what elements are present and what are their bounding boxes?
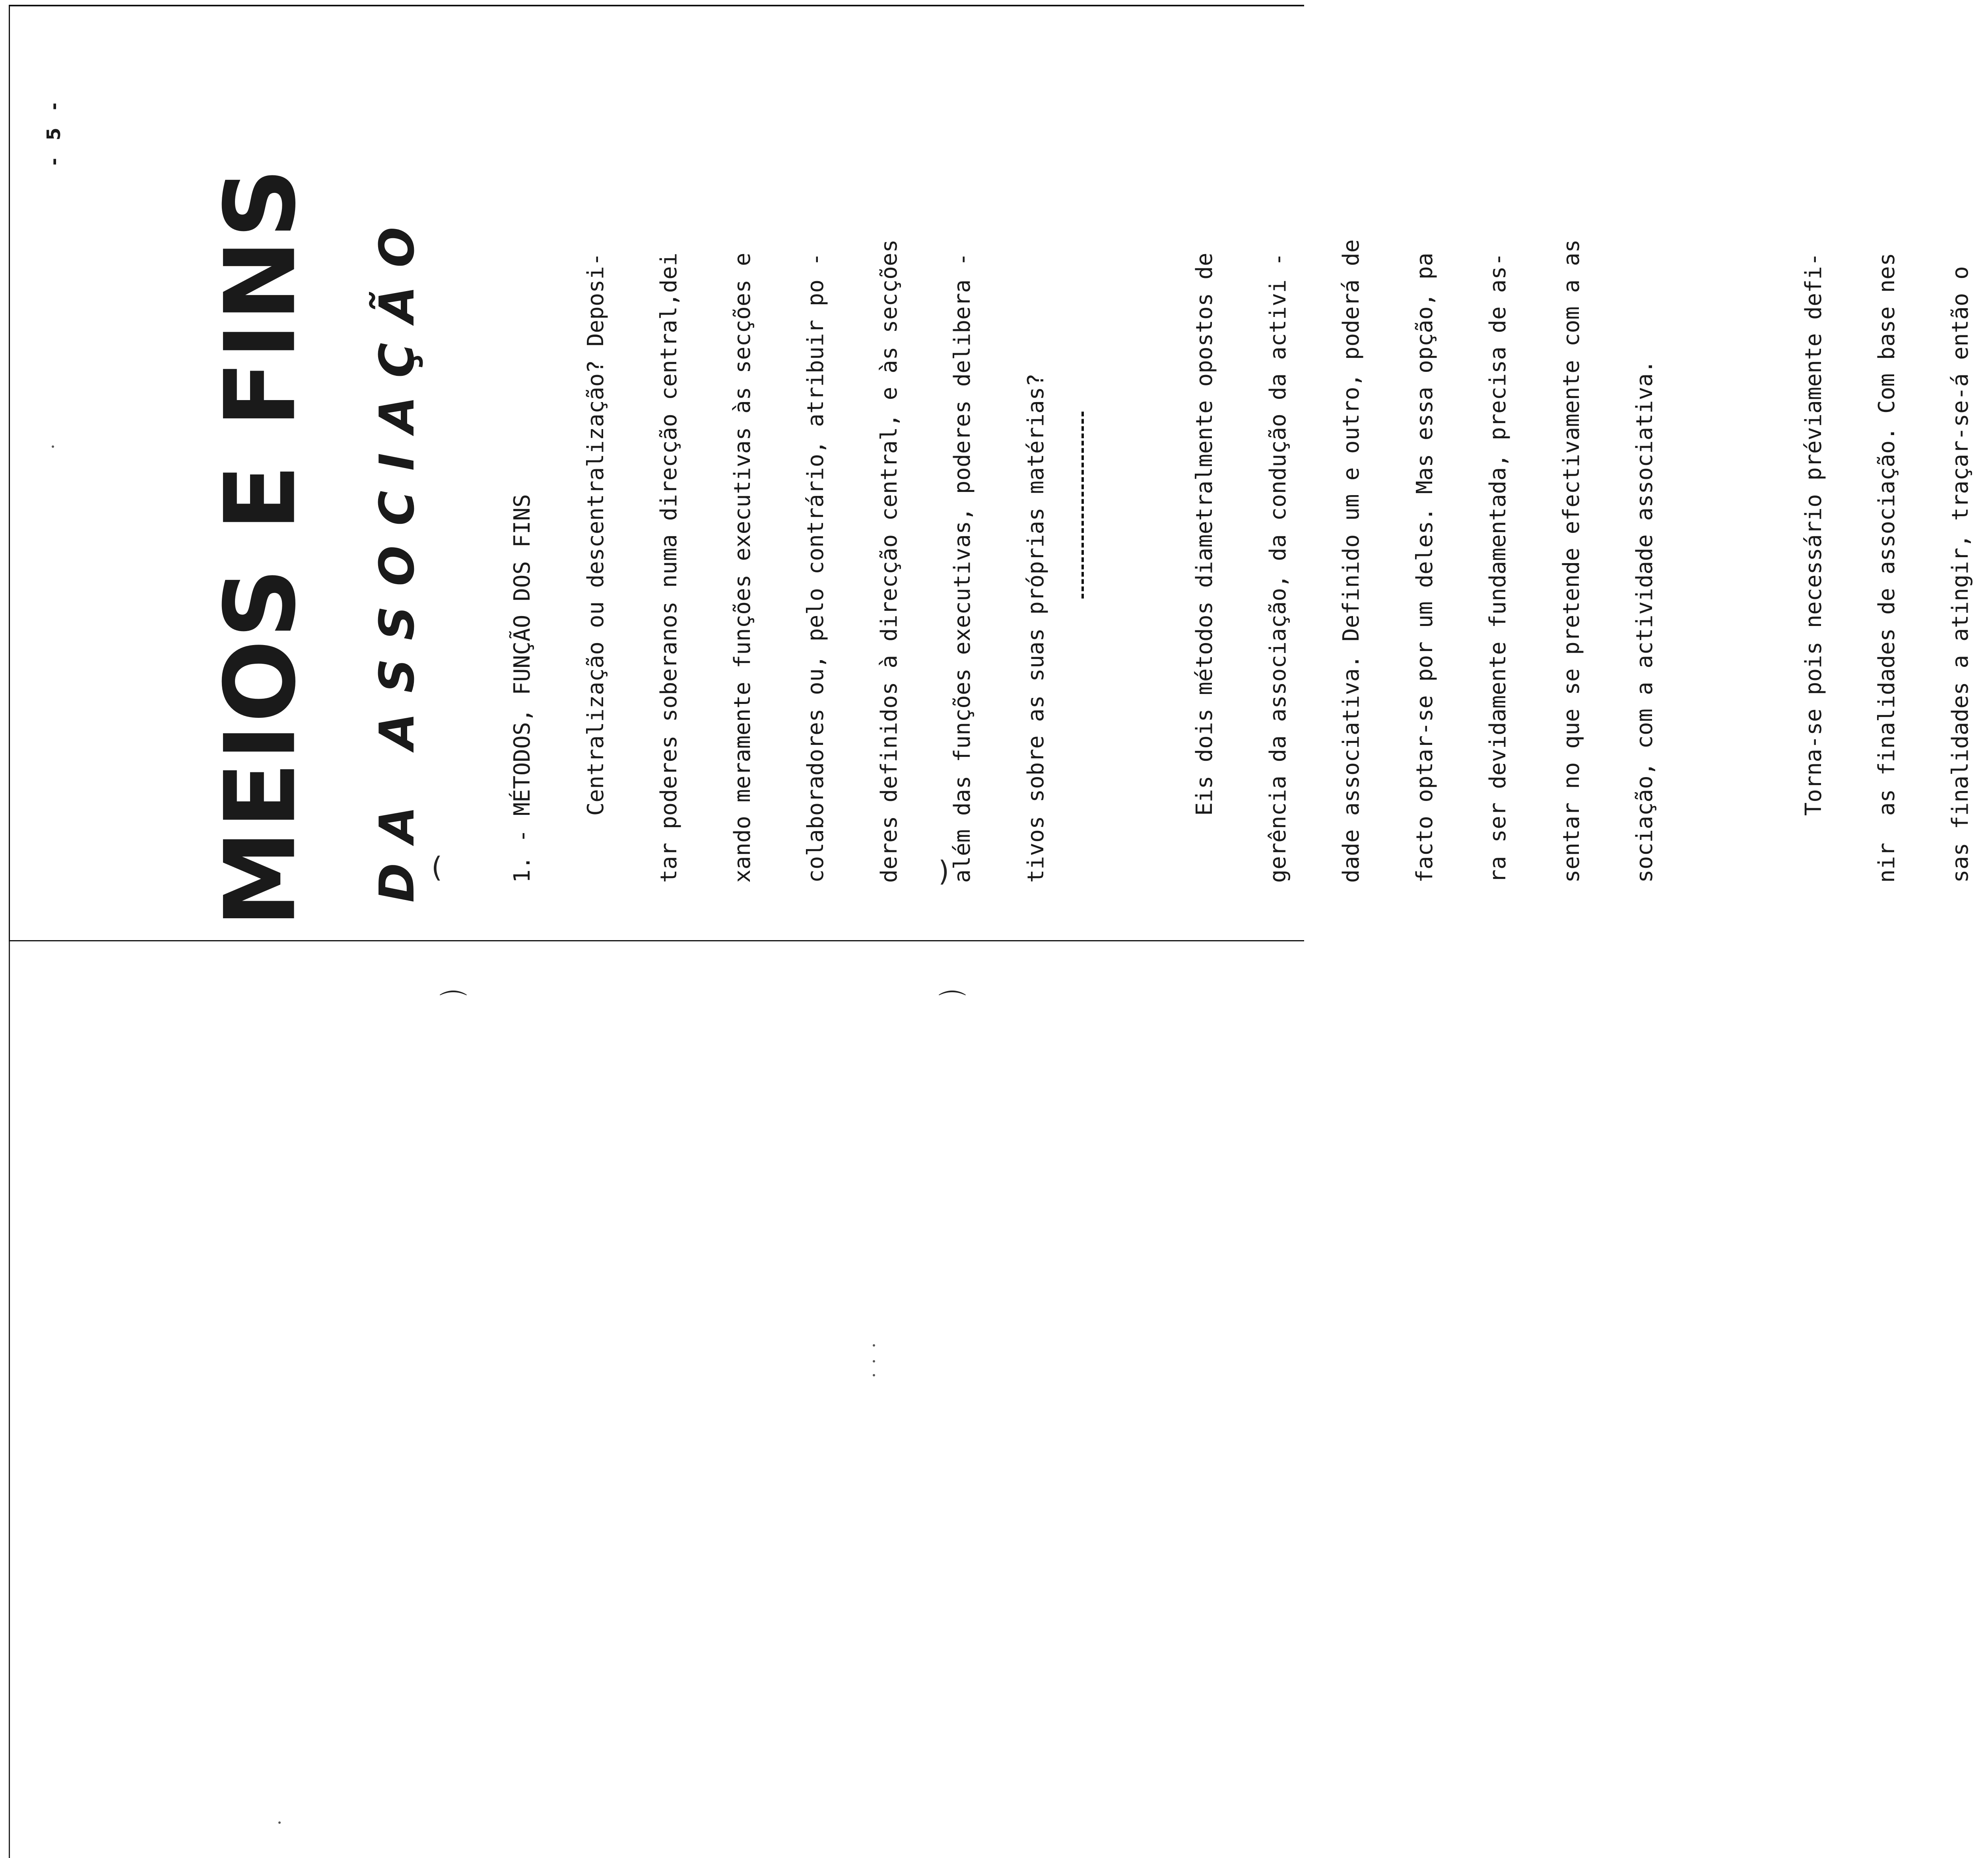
section-heading: 1. - MÉTODOS, FUNÇÃO DOS FINS — [509, 494, 535, 883]
speck — [873, 1360, 875, 1362]
paragraph-gap — [1097, 103, 1143, 883]
paragraph-1-line: colaboradores ou, pelo contrário, atribuir po - — [803, 253, 829, 883]
page-number: - 5 - — [43, 97, 64, 166]
separator-rule — [1081, 412, 1084, 599]
paragraph-1-line: Centralização ou descentralização? Deposi- — [582, 253, 609, 883]
paragraph-3-line: nir as finalidades de associação. Com base nes — [1874, 253, 1900, 883]
paragraph-1-line: além das funções executivas, poderes delibera - — [949, 253, 975, 883]
paragraph-1-line: deres definidos à direcção central, e às secções — [876, 239, 902, 883]
paragraph-2-line: ra ser devidamente fundamentada, precisa de as- — [1485, 253, 1511, 883]
paragraph-3-line: sas finalidades a atingir, traçar-se-á então o — [1947, 266, 1973, 883]
lower-page-edge — [9, 941, 10, 1858]
page-title: MEIOS E FINS — [204, 166, 317, 927]
punch-hole-mark: ⌒ — [938, 988, 966, 1021]
paragraph-2-line: sentar no que se pretende efectivamente com a as — [1558, 239, 1584, 883]
page-subtitle: DA ASSOCIAÇÃO — [370, 207, 425, 903]
body-text — [461, 103, 1973, 883]
paragraph-1-line: tar poderes soberanos numa direcção central,dei — [656, 253, 682, 883]
speck — [873, 1374, 875, 1376]
punch-hole-mark: ) — [938, 855, 949, 888]
speck — [278, 1821, 281, 1824]
paragraph-2-line: gerência da associação, da condução da activi - — [1265, 253, 1291, 883]
paragraph-2-line: sociação, com a actividade associativa. — [1632, 360, 1658, 883]
paragraph-2-line: facto optar-se por um deles. Mas essa opção, pa — [1411, 253, 1438, 883]
speck — [52, 445, 54, 448]
body-text-block — [461, 103, 1973, 883]
speck — [873, 1344, 875, 1347]
paragraph-1-line: xando meramente funções executivas às secções e — [729, 253, 755, 883]
paragraph-1-line: tivos sobre as suas próprias matérias? — [1023, 373, 1049, 883]
punch-hole-mark: ⌒ — [439, 988, 467, 1021]
paragraph-2-line: dade associativa. Definido um e outro, poderá de — [1338, 239, 1364, 883]
paragraph-2-line: Eis dois métodos diametralmente opostos de — [1192, 253, 1217, 883]
punch-hole-mark: ( — [431, 851, 443, 884]
paragraph-gap — [1706, 103, 1753, 883]
paragraph-3-line: Torna-se pois necessário préviamente defi- — [1800, 253, 1827, 883]
